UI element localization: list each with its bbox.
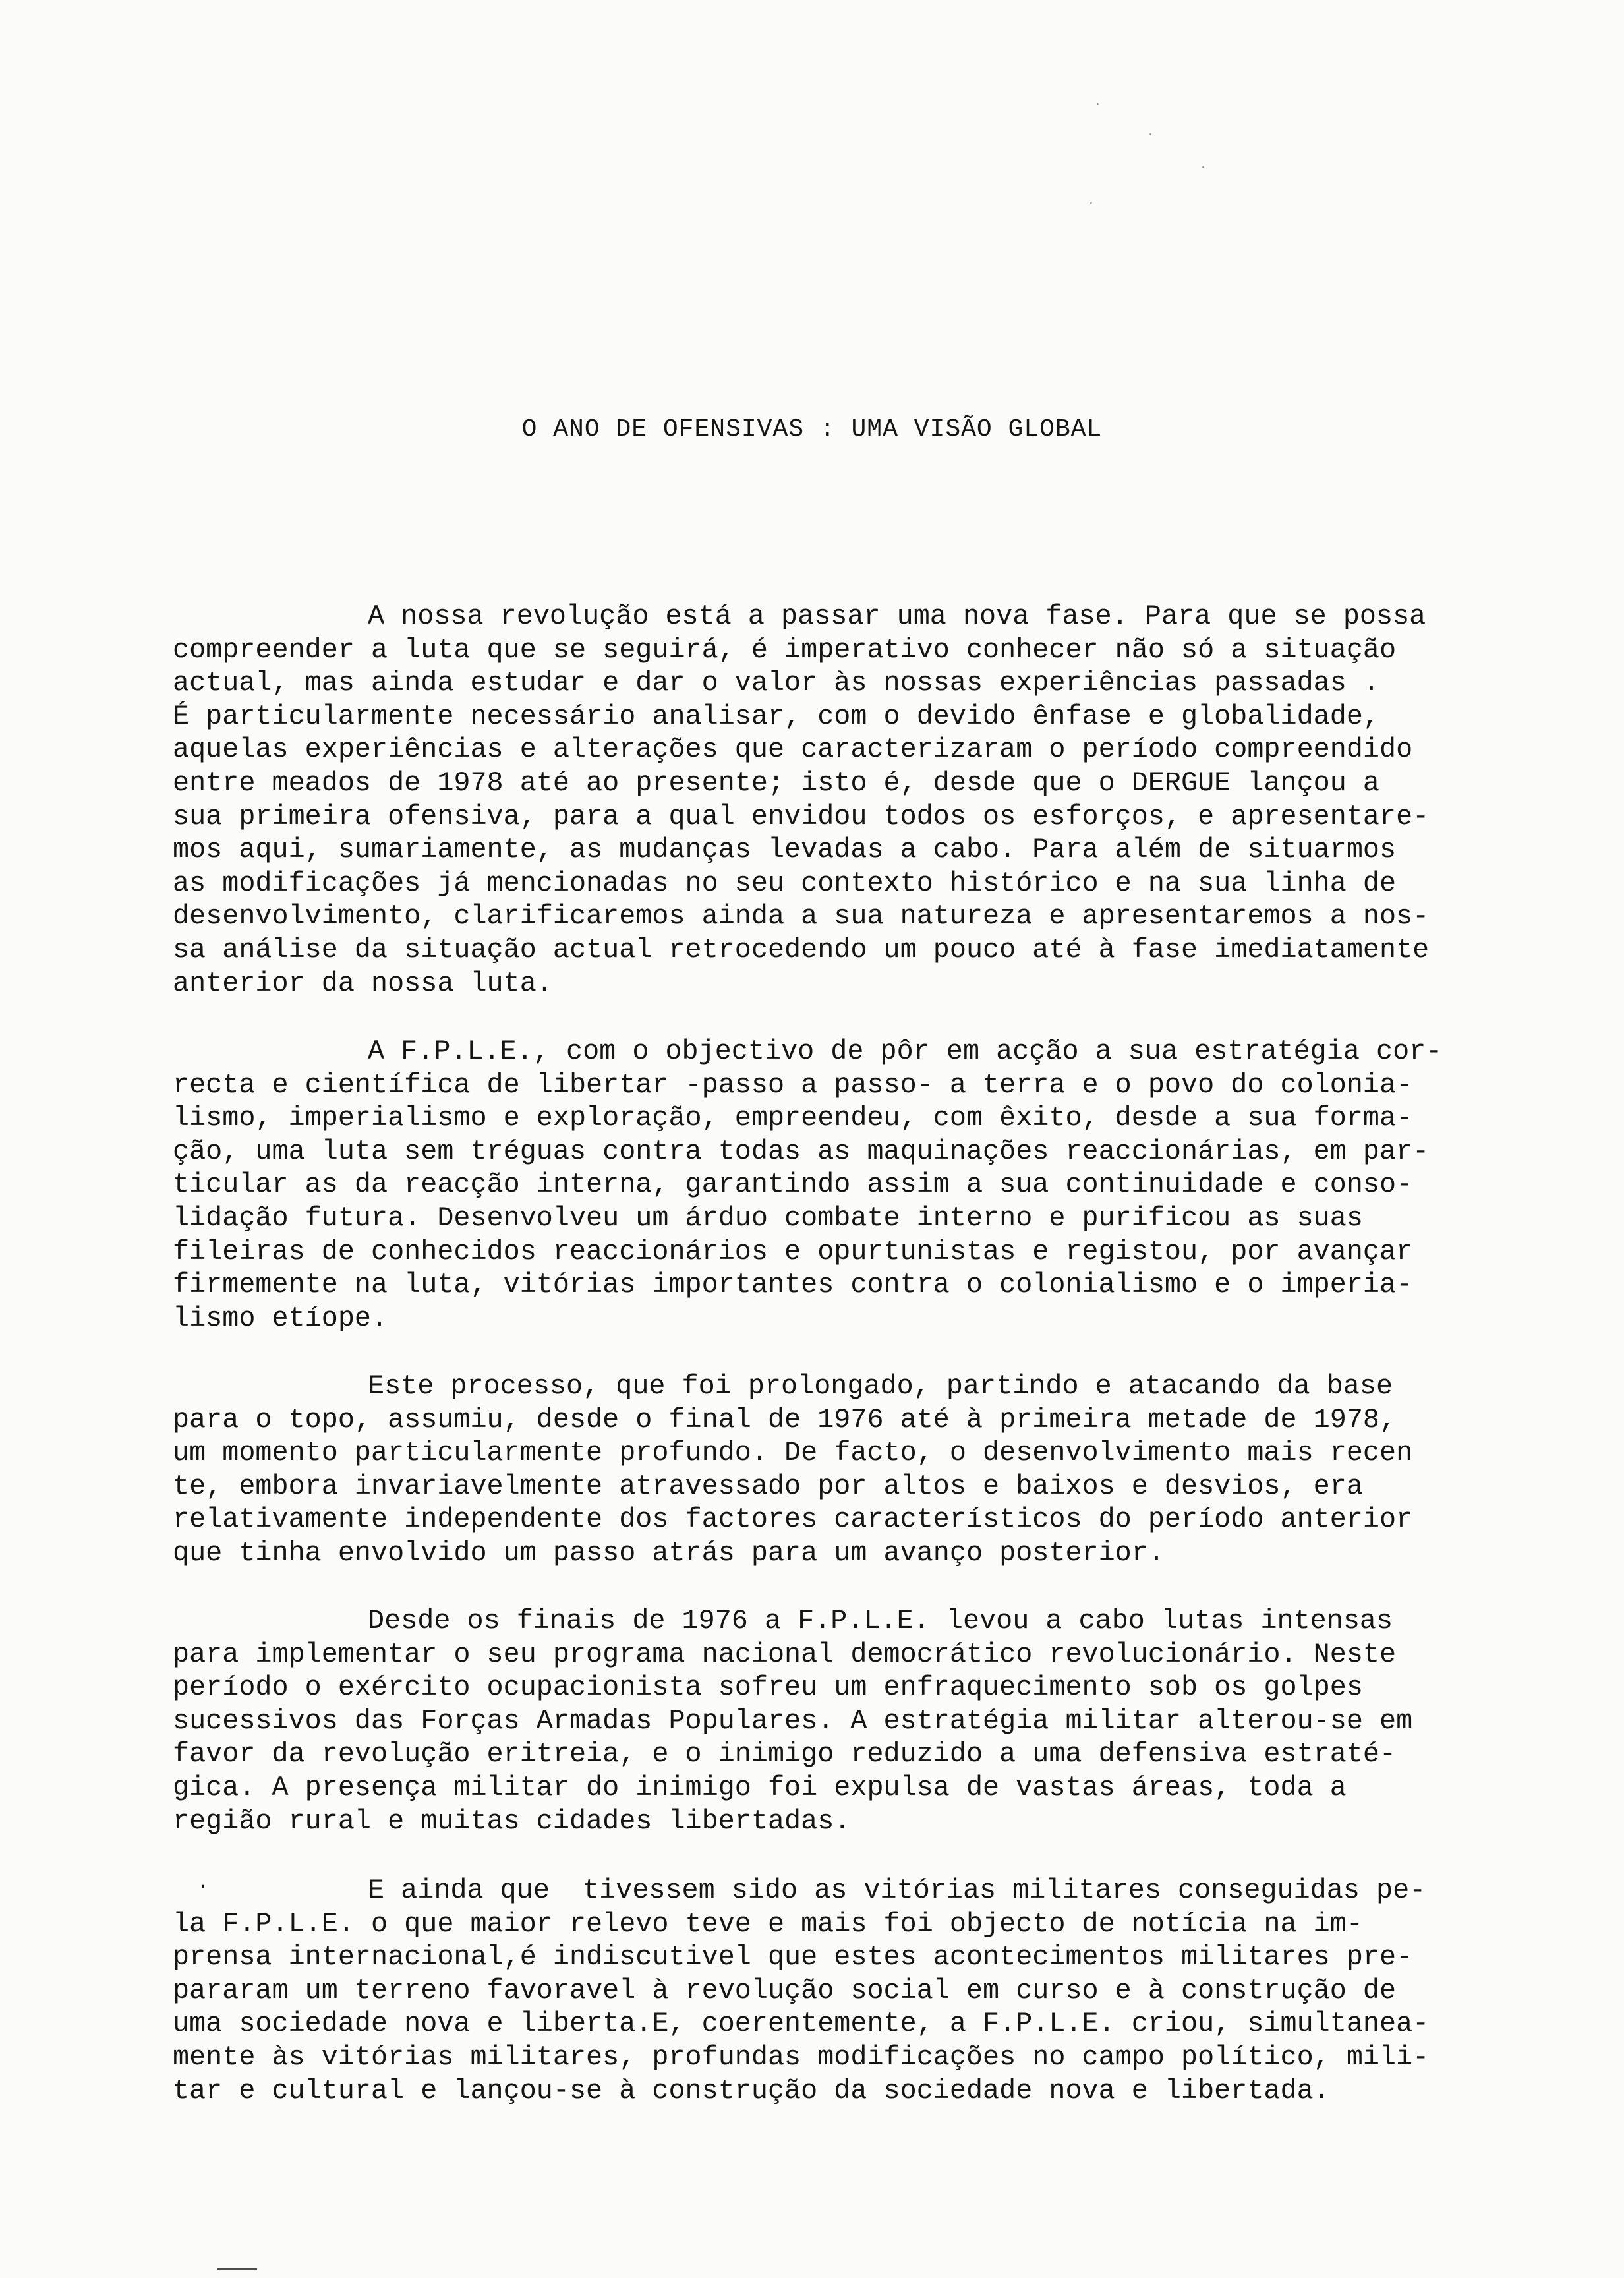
text-line: É particularmente necessário analisar, com o devido ênfase e globalidade,: [173, 700, 1380, 732]
text-line: prensa internacional,é indiscutivel que estes acontecimentos militares pre-: [173, 1941, 1413, 1973]
text-line: aquelas experiências e alterações que caracterizaram o período compreendido: [173, 734, 1413, 766]
text-line: região rural e muitas cidades libertadas.: [173, 1805, 851, 1837]
text-line: entre meados de 1978 até ao presente; isto é, desde que o DERGUE lançou a: [173, 767, 1380, 799]
text-line: para implementar o seu programa nacional democrático revolucionário. Neste: [173, 1638, 1397, 1670]
text-line: te, embora invariavelmente atravessado por altos e baixos e desvios, era: [173, 1470, 1363, 1502]
text-line: actual, mas ainda estudar e dar o valor às nossas experiências passadas .: [173, 667, 1380, 699]
text-line: ticular as da reacção interna, garantindo assim a sua continuidade e conso-: [173, 1169, 1413, 1201]
text-line: mos aqui, sumariamente, as mudanças levadas a cabo. Para além de situarmos: [173, 834, 1397, 866]
text-line: Este processo, que foi prolongado, partindo e atacando da base: [368, 1370, 1393, 1402]
text-line: la F.P.L.E. o que maior relevo teve e mais foi objecto de notícia na im-: [173, 1908, 1363, 1940]
text-line: recta e científica de libertar -passo a passo- a terra e o povo do colonia-: [173, 1068, 1413, 1101]
text-line: que tinha envolvido um passo atrás para um avanço posterior.: [173, 1536, 1165, 1569]
text-line: A nossa revolução está a passar uma nova fase. Para que se possa: [368, 600, 1426, 632]
paper-speckle: ·: [1147, 129, 1154, 142]
document-title: O ANO DE OFENSIVAS : UMA VISÃO GLOBAL: [521, 415, 1103, 444]
text-line: um momento particularmente profundo. De facto, o desenvolvimento mais recen: [173, 1437, 1413, 1469]
text-line: para o topo, assumiu, desde o final de 1976 até à primeira metade de 1978,: [173, 1403, 1397, 1436]
stray-dot-mark: ·: [197, 1876, 210, 1898]
paper-speckle: ·: [1200, 161, 1207, 175]
text-line: anterior da nossa luta.: [173, 967, 553, 999]
paragraph-3: [173, 1370, 1530, 1570]
text-line: sucessivos das Forças Armadas Populares. A estratégia militar alterou-se em: [173, 1705, 1413, 1737]
text-line: compreender a luta que se seguirá, é imperativo conhecer não só a situação: [173, 633, 1397, 666]
text-line: período o exército ocupacionista sofreu um enfraquecimento sob os golpes: [173, 1672, 1363, 1704]
text-line: sa análise da situação actual retrocedendo um pouco até à fase imediatamente: [173, 933, 1430, 966]
text-line: tar e cultural e lançou-se à construção da sociedade nova e libertada.: [173, 2074, 1330, 2107]
text-line: lismo etíope.: [173, 1302, 388, 1334]
paragraph-1: [173, 600, 1530, 1000]
text-line: as modificações já mencionadas no seu contexto histórico e na sua linha de: [173, 867, 1397, 899]
text-line: A F.P.L.E., com o objectivo de pôr em acção a sua estratégia cor-: [368, 1036, 1443, 1067]
text-line: firmemente na luta, vitórias importantes contra o colonialismo e o imperia-: [173, 1269, 1413, 1301]
text-line: mente às vitórias militares, profundas modificações no campo político, mili-: [173, 2041, 1430, 2073]
text-line: ção, uma luta sem tréguas contra todas as maquinações reaccionárias, em par-: [173, 1135, 1430, 1167]
text-line: gica. A presença militar do inimigo foi expulsa de vastas áreas, toda a: [173, 1771, 1347, 1803]
paragraph-4: [173, 1604, 1530, 1838]
text-line: uma sociedade nova e liberta.E, coerentemente, a F.P.L.E. criou, simultanea-: [173, 2008, 1430, 2040]
text-line: desenvolvimento, clarificaremos ainda a sua natureza e apresentaremos a nos-: [173, 900, 1430, 933]
text-line: lismo, imperialismo e exploração, empreendeu, com êxito, desde a sua forma-: [173, 1102, 1413, 1134]
text-line: Desde os finais de 1976 a F.P.L.E. levou a cabo lutas intensas: [368, 1605, 1393, 1637]
paper-speckle: ·: [1088, 197, 1095, 210]
text-line: pararam um terreno favoravel à revolução social em curso e à construção de: [173, 1974, 1397, 2006]
text-line: E ainda que tivessem sido as vitórias militares conseguidas pe-: [368, 1875, 1426, 1906]
text-line: favor da revolução eritreia, e o inimigo reduzido a uma defensiva estraté-: [173, 1738, 1397, 1770]
paper-speckle: ·: [1094, 98, 1101, 111]
text-line: relativamente independente dos factores característicos do período anterior: [173, 1504, 1413, 1536]
text-line: sua primeira ofensiva, para a qual envidou todos os esforços, e apresentare-: [173, 800, 1430, 832]
paragraph-5: [173, 1874, 1530, 2107]
text-line: fileiras de conhecidos reaccionários e opurtunistas e registou, por avançar: [173, 1235, 1413, 1268]
page-edge-mark: [218, 2268, 257, 2270]
paragraph-2: [173, 1035, 1530, 1335]
text-line: lidação futura. Desenvolveu um árduo combate interno e purificou as suas: [173, 1202, 1363, 1234]
